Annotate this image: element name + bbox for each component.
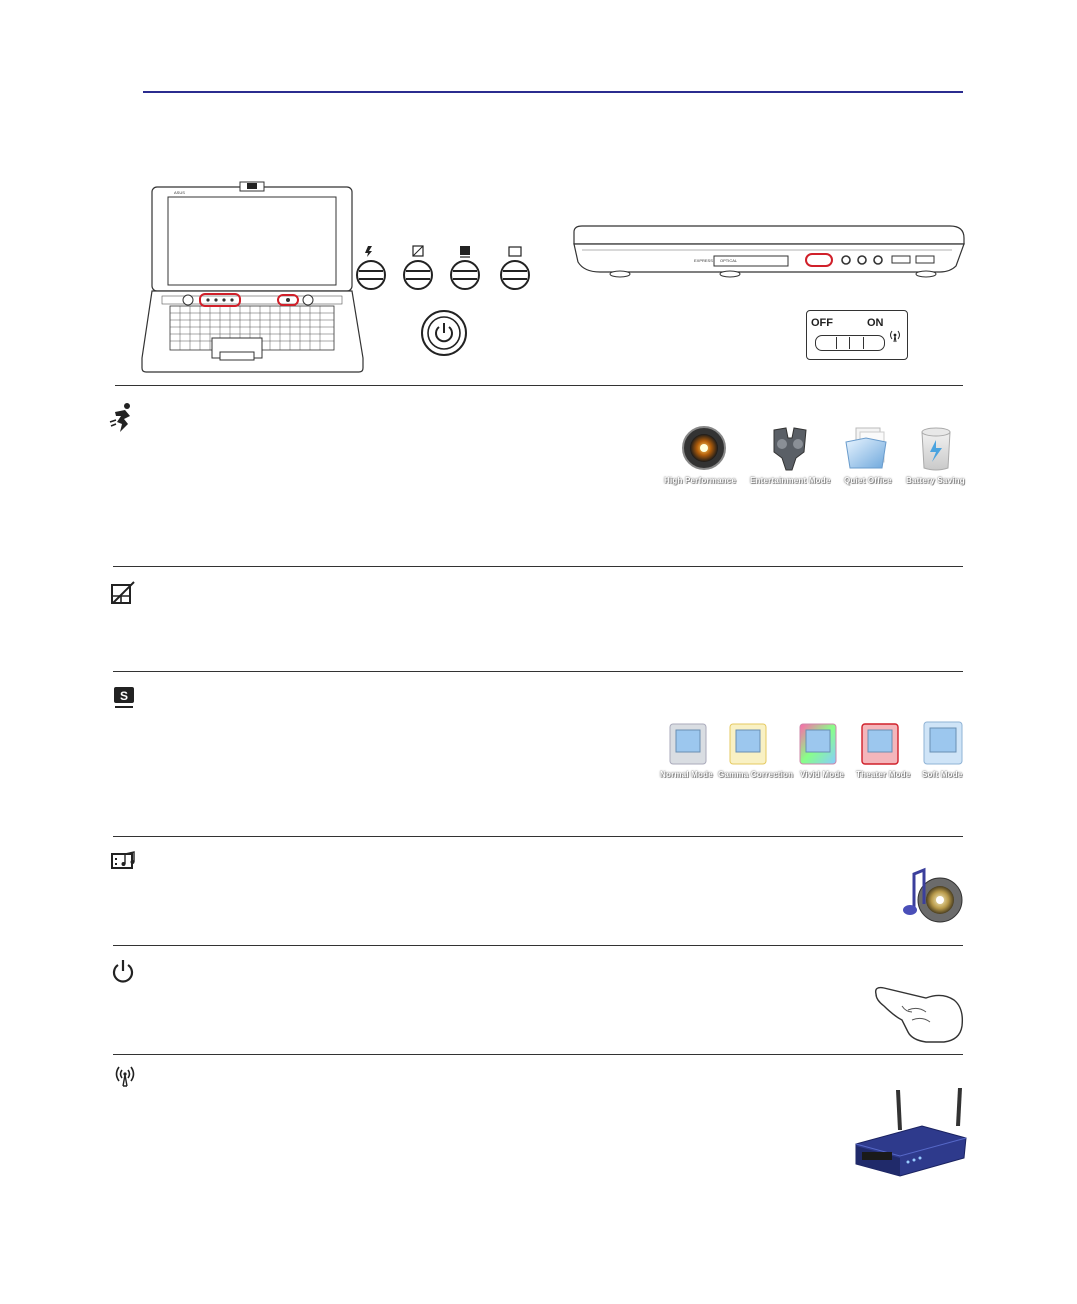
mode-caption: Gamma Correction bbox=[718, 770, 794, 779]
laptop-top-view bbox=[140, 180, 365, 376]
divider bbox=[113, 945, 963, 946]
laptop-side-view bbox=[570, 222, 970, 284]
divider bbox=[113, 836, 963, 837]
power-icon bbox=[110, 958, 136, 989]
mode-caption: High Performance bbox=[664, 476, 737, 485]
optical-drive-label: OPTICAL bbox=[720, 258, 738, 263]
svg-text:S: S bbox=[119, 689, 129, 703]
splendid-key[interactable] bbox=[448, 244, 482, 292]
mode-caption: Vivid Mode bbox=[800, 770, 845, 779]
switch-slider[interactable] bbox=[815, 335, 885, 351]
wireless-small-icon bbox=[887, 327, 903, 343]
mode-caption: Quiet Office bbox=[844, 476, 892, 485]
finger-press-illustration bbox=[872, 982, 968, 1051]
divider bbox=[113, 1054, 963, 1055]
normal-mode-icon bbox=[666, 718, 710, 768]
power4gear-modes bbox=[662, 422, 966, 492]
express-slot-label: EXPRESS bbox=[694, 258, 713, 263]
mode-caption: Battery Saving bbox=[906, 476, 965, 485]
vivid-mode-icon bbox=[796, 718, 840, 768]
switch-on-label: ON bbox=[867, 317, 884, 329]
divider bbox=[113, 671, 963, 672]
divider bbox=[115, 385, 963, 386]
soft-mode-icon bbox=[920, 716, 966, 768]
gamma-correction-icon bbox=[726, 718, 770, 768]
wireless-switch-detail bbox=[806, 310, 908, 360]
splendid-icon bbox=[112, 685, 136, 716]
mode-caption: Soft Mode bbox=[922, 770, 963, 779]
theater-mode-icon bbox=[858, 718, 902, 768]
quiet-office-icon bbox=[842, 424, 890, 472]
touchpad-lock-icon bbox=[110, 579, 136, 610]
divider bbox=[113, 566, 963, 567]
power4gear-key[interactable] bbox=[354, 244, 388, 292]
switch-off-label: OFF bbox=[811, 317, 833, 329]
power4gear-icon bbox=[108, 402, 136, 439]
power-key[interactable] bbox=[420, 309, 468, 357]
mode-caption: Theater Mode bbox=[856, 770, 911, 779]
wireless-icon bbox=[112, 1064, 138, 1093]
high-performance-icon bbox=[680, 424, 728, 472]
wireless-router-illustration bbox=[852, 1086, 970, 1183]
touchpad-lock-key[interactable] bbox=[401, 244, 435, 292]
speaker-music-icon bbox=[900, 866, 964, 933]
battery-saving-icon bbox=[914, 426, 958, 472]
audio-key-icon bbox=[110, 850, 138, 875]
mode-caption: Normal Mode bbox=[660, 770, 713, 779]
mode-caption: Entertainment Mode bbox=[750, 476, 831, 485]
entertainment-mode-icon bbox=[766, 424, 812, 472]
laptop-logo: ASUS bbox=[174, 190, 185, 195]
splendid-modes bbox=[656, 716, 968, 784]
audio-key[interactable] bbox=[498, 244, 532, 292]
header-rule bbox=[143, 91, 963, 93]
